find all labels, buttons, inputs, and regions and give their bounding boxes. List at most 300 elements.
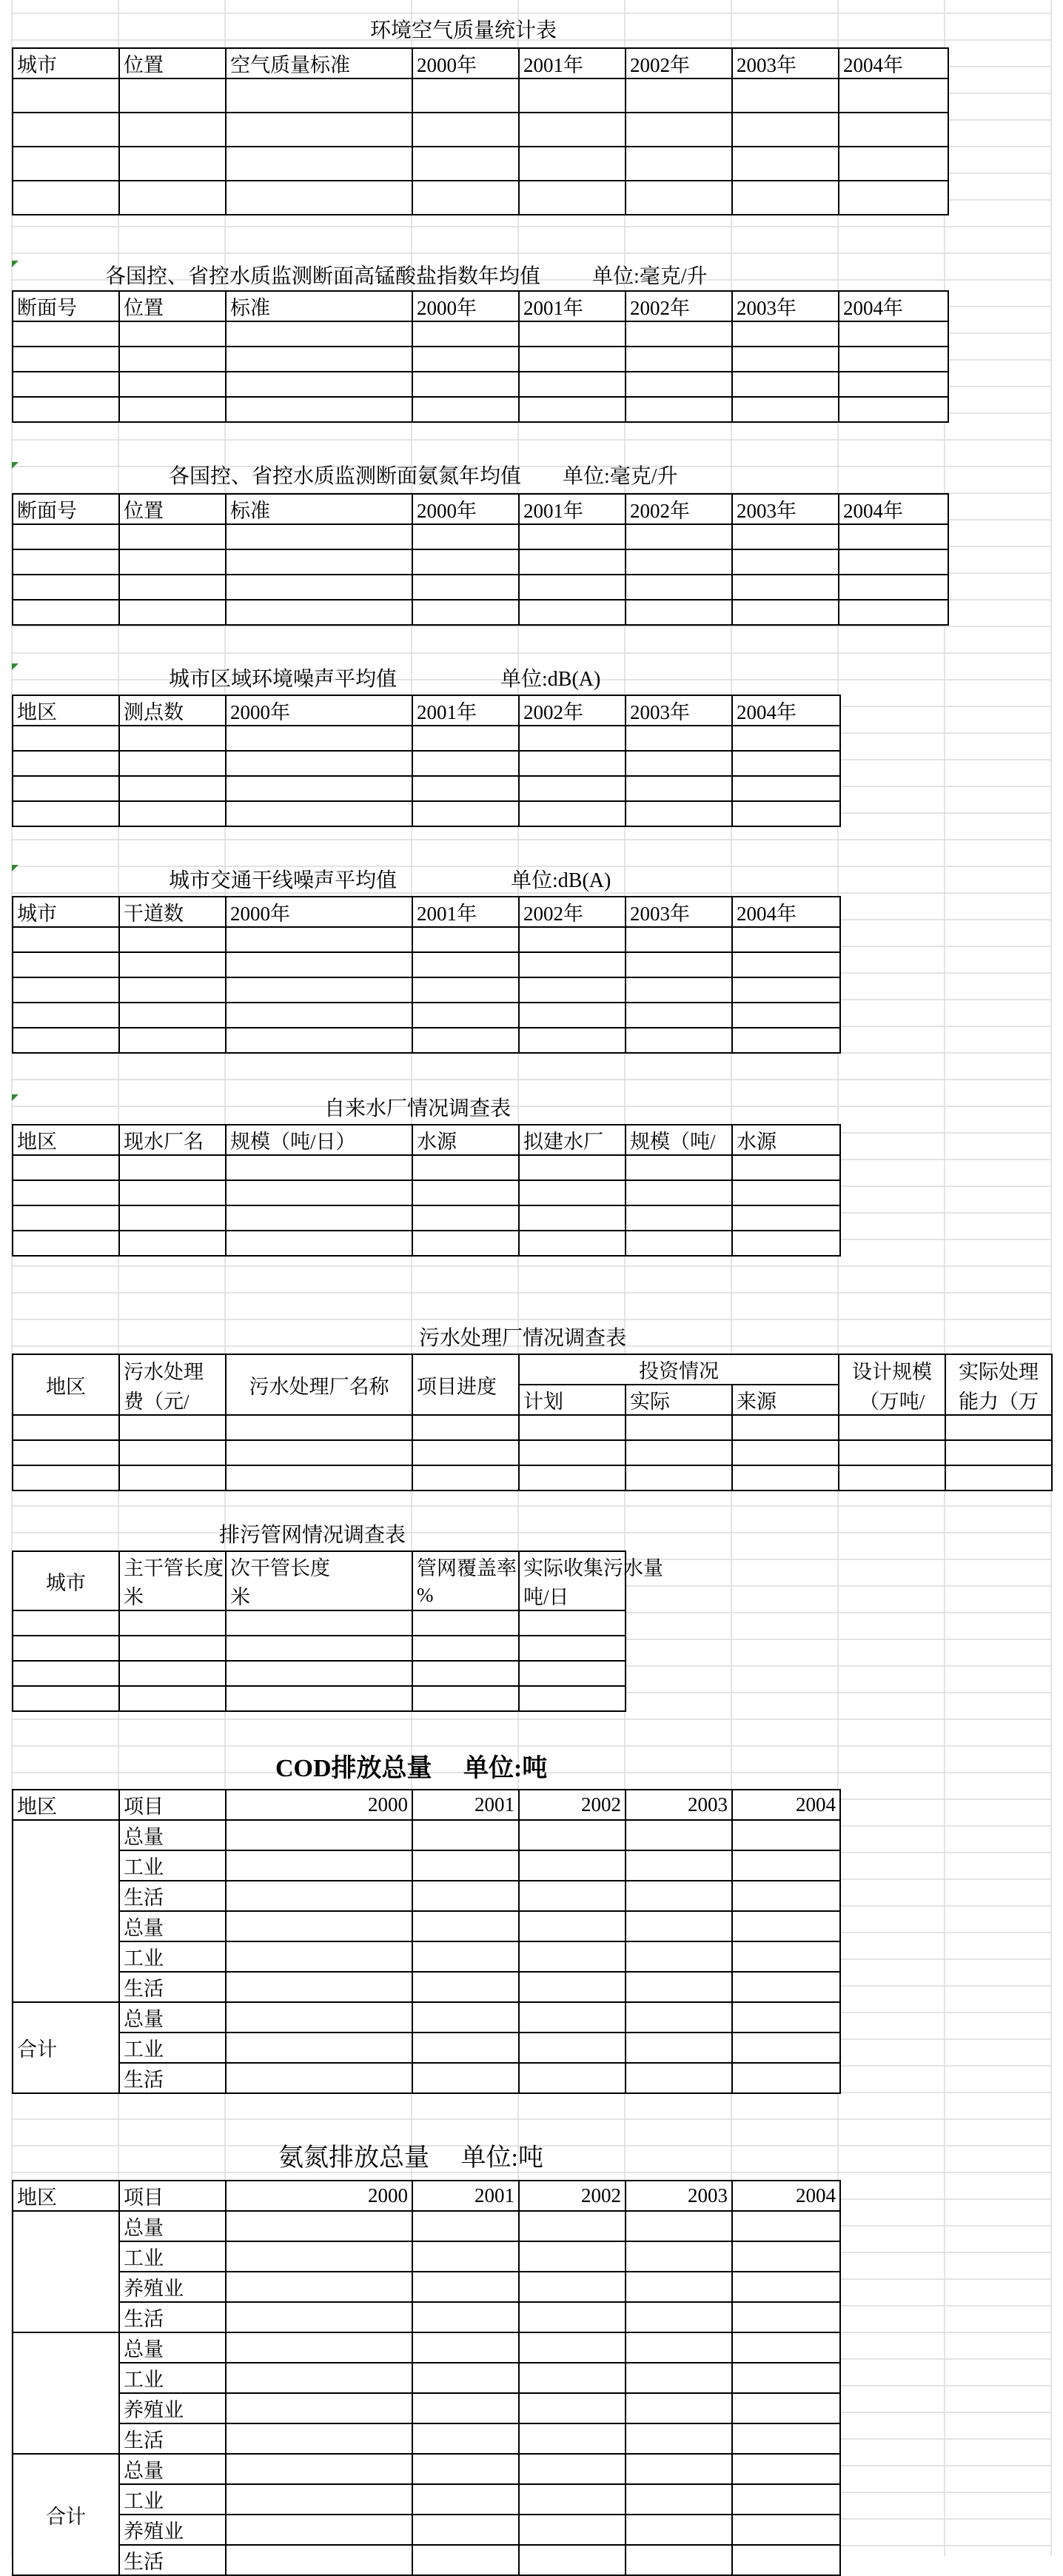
data-cell[interactable]	[226, 181, 412, 215]
data-cell[interactable]	[519, 181, 626, 215]
header-cell[interactable]: 2004年	[732, 695, 840, 726]
data-cell[interactable]	[119, 321, 226, 347]
data-cell[interactable]	[626, 1850, 732, 1881]
data-cell[interactable]	[626, 2033, 732, 2063]
data-cell[interactable]	[412, 801, 519, 826]
data-cell[interactable]	[13, 726, 119, 751]
data-cell[interactable]	[519, 2241, 626, 2272]
data-cell[interactable]	[13, 1440, 119, 1465]
data-cell[interactable]	[839, 78, 948, 113]
data-cell[interactable]	[839, 549, 948, 575]
data-cell[interactable]	[412, 2272, 519, 2302]
data-cell[interactable]	[626, 1205, 732, 1231]
data-cell[interactable]	[626, 2302, 732, 2332]
year-header-cell[interactable]: 2001	[412, 1790, 519, 1820]
data-cell[interactable]	[226, 1820, 412, 1850]
data-cell[interactable]	[839, 600, 948, 625]
data-cell[interactable]	[519, 776, 626, 801]
data-cell[interactable]	[839, 397, 948, 422]
year-header-cell[interactable]: 2001	[412, 2181, 519, 2211]
data-cell[interactable]	[732, 2211, 840, 2241]
data-cell[interactable]	[839, 1465, 945, 1491]
data-cell[interactable]	[519, 2063, 626, 2093]
item-cell[interactable]: 总量	[119, 1820, 226, 1850]
data-cell[interactable]	[412, 1941, 519, 1972]
total-area-cell[interactable]: 合计	[13, 2002, 119, 2093]
header-cell[interactable]: 空气质量标准	[226, 48, 412, 78]
item-cell[interactable]: 生活	[119, 1881, 226, 1911]
data-cell[interactable]	[226, 2454, 412, 2484]
data-cell[interactable]	[626, 2332, 732, 2363]
data-cell[interactable]	[412, 1636, 519, 1661]
data-cell[interactable]	[626, 2272, 732, 2302]
data-cell[interactable]	[732, 776, 840, 801]
data-cell[interactable]	[519, 1028, 626, 1053]
data-cell[interactable]	[626, 347, 732, 372]
data-cell[interactable]	[732, 347, 839, 372]
data-cell[interactable]	[226, 1028, 412, 1053]
header-cell[interactable]: 计划	[519, 1385, 626, 1415]
header-cell[interactable]: 城市	[13, 897, 119, 927]
data-cell[interactable]	[119, 1028, 226, 1053]
data-cell[interactable]	[412, 1661, 519, 1686]
data-cell[interactable]	[626, 2211, 732, 2241]
data-cell[interactable]	[732, 751, 840, 776]
data-cell[interactable]	[732, 2363, 840, 2393]
data-cell[interactable]	[732, 113, 839, 147]
item-cell[interactable]: 总量	[119, 2454, 226, 2484]
data-cell[interactable]	[412, 977, 519, 1003]
data-cell[interactable]	[119, 1180, 226, 1205]
data-cell[interactable]	[732, 2484, 840, 2515]
data-cell[interactable]	[839, 347, 948, 372]
data-cell[interactable]	[226, 2241, 412, 2272]
data-cell[interactable]	[732, 147, 839, 181]
data-cell[interactable]	[626, 1180, 732, 1205]
data-cell[interactable]	[13, 776, 119, 801]
data-cell[interactable]	[626, 2393, 732, 2423]
header-cell[interactable]: 污水处理	[119, 1354, 226, 1385]
data-cell[interactable]	[519, 1205, 626, 1231]
data-cell[interactable]	[119, 372, 226, 397]
data-cell[interactable]	[13, 1003, 119, 1028]
data-cell[interactable]	[732, 1028, 840, 1053]
data-cell[interactable]	[119, 1155, 226, 1180]
data-cell[interactable]	[839, 147, 948, 181]
header-cell[interactable]: 断面号	[13, 291, 119, 321]
data-cell[interactable]	[412, 2515, 519, 2545]
data-cell[interactable]	[732, 927, 840, 952]
data-cell[interactable]	[119, 751, 226, 776]
item-cell[interactable]: 生活	[119, 2063, 226, 2093]
header-cell[interactable]: 2000年	[412, 291, 519, 321]
data-cell[interactable]	[226, 2272, 412, 2302]
header-cell[interactable]: 2001年	[519, 291, 626, 321]
data-cell[interactable]	[519, 2393, 626, 2423]
data-cell[interactable]	[412, 2423, 519, 2454]
item-cell[interactable]: 工业	[119, 1941, 226, 1972]
area-cell[interactable]	[13, 2211, 119, 2332]
data-cell[interactable]	[626, 1028, 732, 1053]
data-cell[interactable]	[626, 1415, 732, 1440]
unit-cell[interactable]: %	[412, 1581, 519, 1610]
data-cell[interactable]	[13, 801, 119, 826]
data-cell[interactable]	[519, 1003, 626, 1028]
data-cell[interactable]	[412, 1155, 519, 1180]
data-cell[interactable]	[626, 1465, 732, 1491]
data-cell[interactable]	[119, 549, 226, 575]
data-cell[interactable]	[732, 952, 840, 977]
data-cell[interactable]	[119, 1636, 226, 1661]
header-cell[interactable]: 项目	[119, 2181, 226, 2211]
data-cell[interactable]	[626, 2423, 732, 2454]
data-cell[interactable]	[226, 952, 412, 977]
data-cell[interactable]	[226, 2211, 412, 2241]
data-cell[interactable]	[13, 1661, 119, 1686]
year-header-cell[interactable]: 2000	[226, 1790, 412, 1820]
header-cell[interactable]: 2001年	[412, 897, 519, 927]
data-cell[interactable]	[412, 1231, 519, 1256]
data-cell[interactable]	[226, 1881, 412, 1911]
header-cell[interactable]: 位置	[119, 48, 226, 78]
data-cell[interactable]	[519, 1231, 626, 1256]
data-cell[interactable]	[626, 1003, 732, 1028]
header-cell[interactable]: 2004年	[732, 897, 840, 927]
data-cell[interactable]	[412, 113, 519, 147]
header-cell[interactable]: 投资情况	[519, 1354, 839, 1385]
data-cell[interactable]	[519, 2423, 626, 2454]
unit-cell[interactable]: 吨/日	[519, 1581, 626, 1610]
data-cell[interactable]	[626, 1155, 732, 1180]
data-cell[interactable]	[119, 1231, 226, 1256]
data-cell[interactable]	[119, 1440, 226, 1465]
data-cell[interactable]	[13, 549, 119, 575]
data-cell[interactable]	[119, 347, 226, 372]
data-cell[interactable]	[626, 2241, 732, 2272]
data-cell[interactable]	[226, 726, 412, 751]
header-cell[interactable]: 2003年	[732, 291, 839, 321]
data-cell[interactable]	[412, 321, 519, 347]
data-cell[interactable]	[226, 1686, 412, 1711]
data-cell[interactable]	[226, 2002, 412, 2033]
data-cell[interactable]	[119, 1686, 226, 1711]
item-cell[interactable]: 工业	[119, 1850, 226, 1881]
data-cell[interactable]	[226, 2423, 412, 2454]
header-cell[interactable]: 地区	[13, 1125, 119, 1155]
data-cell[interactable]	[226, 1850, 412, 1881]
data-cell[interactable]	[519, 1661, 626, 1686]
area-cell[interactable]	[13, 2332, 119, 2454]
data-cell[interactable]	[119, 1415, 226, 1440]
data-cell[interactable]	[732, 2063, 840, 2093]
data-cell[interactable]	[412, 1465, 519, 1491]
item-cell[interactable]: 总量	[119, 1911, 226, 1941]
data-cell[interactable]	[519, 1440, 626, 1465]
data-cell[interactable]	[626, 600, 732, 625]
data-cell[interactable]	[839, 1440, 945, 1465]
data-cell[interactable]	[626, 801, 732, 826]
header-cell[interactable]: 2004年	[839, 48, 948, 78]
data-cell[interactable]	[626, 776, 732, 801]
year-header-cell[interactable]: 2004	[732, 1790, 840, 1820]
data-cell[interactable]	[226, 977, 412, 1003]
data-cell[interactable]	[626, 1911, 732, 1941]
data-cell[interactable]	[626, 524, 732, 549]
data-cell[interactable]	[119, 78, 226, 113]
header-cell[interactable]: 实际处理	[945, 1354, 1052, 1385]
item-cell[interactable]: 总量	[119, 2332, 226, 2363]
item-cell[interactable]: 生活	[119, 1972, 226, 2002]
data-cell[interactable]	[412, 2033, 519, 2063]
data-cell[interactable]	[626, 1881, 732, 1911]
data-cell[interactable]	[119, 977, 226, 1003]
data-cell[interactable]	[13, 113, 119, 147]
data-cell[interactable]	[519, 524, 626, 549]
data-cell[interactable]	[226, 1180, 412, 1205]
data-cell[interactable]	[732, 2454, 840, 2484]
data-cell[interactable]	[626, 726, 732, 751]
data-cell[interactable]	[226, 776, 412, 801]
data-cell[interactable]	[226, 1465, 412, 1491]
data-cell[interactable]	[626, 1440, 732, 1465]
data-cell[interactable]	[13, 1465, 119, 1491]
data-cell[interactable]	[519, 575, 626, 600]
header-cell[interactable]: 2002年	[626, 494, 732, 524]
data-cell[interactable]	[412, 1610, 519, 1636]
data-cell[interactable]	[412, 2454, 519, 2484]
data-cell[interactable]	[732, 575, 839, 600]
data-cell[interactable]	[13, 1686, 119, 1711]
data-cell[interactable]	[626, 113, 732, 147]
data-cell[interactable]	[412, 1911, 519, 1941]
header-cell[interactable]: 能力（万	[945, 1385, 1052, 1415]
data-cell[interactable]	[519, 1850, 626, 1881]
data-cell[interactable]	[412, 2241, 519, 2272]
data-cell[interactable]	[732, 397, 839, 422]
data-cell[interactable]	[412, 1850, 519, 1881]
data-cell[interactable]	[412, 2211, 519, 2241]
data-cell[interactable]	[626, 1820, 732, 1850]
data-cell[interactable]	[519, 78, 626, 113]
data-cell[interactable]	[412, 1205, 519, 1231]
data-cell[interactable]	[119, 524, 226, 549]
data-cell[interactable]	[412, 1028, 519, 1053]
data-cell[interactable]	[13, 78, 119, 113]
data-cell[interactable]	[119, 927, 226, 952]
data-cell[interactable]	[519, 801, 626, 826]
total-area-cell[interactable]: 合计	[13, 2454, 119, 2575]
data-cell[interactable]	[119, 776, 226, 801]
header-cell[interactable]: 管网覆盖率	[412, 1551, 519, 1581]
data-cell[interactable]	[519, 927, 626, 952]
data-cell[interactable]	[412, 726, 519, 751]
year-header-cell[interactable]: 2004	[732, 2181, 840, 2211]
data-cell[interactable]	[519, 2545, 626, 2575]
data-cell[interactable]	[119, 600, 226, 625]
data-cell[interactable]	[226, 1972, 412, 2002]
data-cell[interactable]	[226, 524, 412, 549]
item-cell[interactable]: 工业	[119, 2484, 226, 2515]
data-cell[interactable]	[13, 1415, 119, 1440]
data-cell[interactable]	[732, 1180, 840, 1205]
header-cell[interactable]: 位置	[119, 291, 226, 321]
data-cell[interactable]	[226, 549, 412, 575]
data-cell[interactable]	[626, 952, 732, 977]
data-cell[interactable]	[732, 1003, 840, 1028]
data-cell[interactable]	[412, 1415, 519, 1440]
data-cell[interactable]	[732, 372, 839, 397]
data-cell[interactable]	[13, 1155, 119, 1180]
header-cell[interactable]: 来源	[732, 1385, 839, 1415]
year-header-cell[interactable]: 2000	[226, 2181, 412, 2211]
header-cell[interactable]: 规模（吨/	[626, 1125, 732, 1155]
data-cell[interactable]	[13, 1610, 119, 1636]
data-cell[interactable]	[226, 801, 412, 826]
data-cell[interactable]	[626, 977, 732, 1003]
header-cell[interactable]: 费（元/	[119, 1385, 226, 1415]
data-cell[interactable]	[732, 1155, 840, 1180]
header-cell[interactable]: 项目进度	[412, 1354, 519, 1415]
data-cell[interactable]	[732, 2515, 840, 2545]
data-cell[interactable]	[13, 321, 119, 347]
header-cell[interactable]: 2000年	[226, 897, 412, 927]
data-cell[interactable]	[732, 1941, 840, 1972]
header-cell[interactable]: 标准	[226, 494, 412, 524]
data-cell[interactable]	[226, 2393, 412, 2423]
header-cell[interactable]: 位置	[119, 494, 226, 524]
data-cell[interactable]	[412, 347, 519, 372]
year-header-cell[interactable]: 2002	[519, 1790, 626, 1820]
data-cell[interactable]	[226, 1205, 412, 1231]
data-cell[interactable]	[412, 2302, 519, 2332]
data-cell[interactable]	[519, 372, 626, 397]
data-cell[interactable]	[519, 2211, 626, 2241]
header-cell[interactable]: 次干管长度	[226, 1551, 412, 1581]
data-cell[interactable]	[412, 1881, 519, 1911]
header-cell[interactable]: 2003年	[626, 897, 732, 927]
header-cell[interactable]: 2002年	[626, 291, 732, 321]
item-cell[interactable]: 生活	[119, 2423, 226, 2454]
data-cell[interactable]	[839, 1415, 945, 1440]
header-cell[interactable]: 拟建水厂	[519, 1125, 626, 1155]
year-header-cell[interactable]: 2002	[519, 2181, 626, 2211]
data-cell[interactable]	[732, 1231, 840, 1256]
data-cell[interactable]	[626, 78, 732, 113]
data-cell[interactable]	[226, 751, 412, 776]
data-cell[interactable]	[13, 575, 119, 600]
data-cell[interactable]	[732, 2272, 840, 2302]
data-cell[interactable]	[626, 751, 732, 776]
data-cell[interactable]	[226, 1003, 412, 1028]
data-cell[interactable]	[519, 1972, 626, 2002]
header-cell[interactable]: 规模（吨/日）	[226, 1125, 412, 1155]
item-cell[interactable]: 养殖业	[119, 2515, 226, 2545]
header-cell[interactable]: 主干管长度	[119, 1551, 226, 1581]
data-cell[interactable]	[13, 751, 119, 776]
data-cell[interactable]	[412, 2545, 519, 2575]
data-cell[interactable]	[732, 1465, 839, 1491]
data-cell[interactable]	[626, 2002, 732, 2033]
data-cell[interactable]	[226, 2484, 412, 2515]
data-cell[interactable]	[839, 524, 948, 549]
data-cell[interactable]	[732, 78, 839, 113]
data-cell[interactable]	[226, 147, 412, 181]
data-cell[interactable]	[732, 801, 840, 826]
data-cell[interactable]	[226, 1941, 412, 1972]
data-cell[interactable]	[626, 321, 732, 347]
data-cell[interactable]	[519, 397, 626, 422]
data-cell[interactable]	[732, 2423, 840, 2454]
data-cell[interactable]	[732, 549, 839, 575]
data-cell[interactable]	[226, 347, 412, 372]
data-cell[interactable]	[732, 726, 840, 751]
header-cell[interactable]: 2002年	[519, 897, 626, 927]
data-cell[interactable]	[226, 575, 412, 600]
year-header-cell[interactable]: 2003	[626, 1790, 732, 1820]
header-cell[interactable]: 2001年	[519, 48, 626, 78]
header-cell[interactable]: 地区	[13, 1354, 119, 1415]
header-cell[interactable]: 项目	[119, 1790, 226, 1820]
data-cell[interactable]	[519, 1911, 626, 1941]
header-cell[interactable]: 污水处理厂名称	[226, 1354, 412, 1415]
data-cell[interactable]	[519, 2002, 626, 2033]
data-cell[interactable]	[626, 927, 732, 952]
data-cell[interactable]	[732, 2033, 840, 2063]
header-cell[interactable]: 2002年	[519, 695, 626, 726]
data-cell[interactable]	[412, 1180, 519, 1205]
data-cell[interactable]	[412, 524, 519, 549]
data-cell[interactable]	[732, 321, 839, 347]
data-cell[interactable]	[626, 2515, 732, 2545]
data-cell[interactable]	[519, 1636, 626, 1661]
header-cell[interactable]: 城市	[13, 1551, 119, 1610]
data-cell[interactable]	[412, 575, 519, 600]
data-cell[interactable]	[13, 927, 119, 952]
header-cell[interactable]: 2004年	[839, 291, 948, 321]
item-cell[interactable]: 生活	[119, 2545, 226, 2575]
data-cell[interactable]	[626, 1941, 732, 1972]
data-cell[interactable]	[519, 1415, 626, 1440]
data-cell[interactable]	[412, 1972, 519, 2002]
data-cell[interactable]	[519, 113, 626, 147]
data-cell[interactable]	[519, 1180, 626, 1205]
data-cell[interactable]	[13, 181, 119, 215]
data-cell[interactable]	[839, 113, 948, 147]
header-cell[interactable]: 实际	[626, 1385, 732, 1415]
data-cell[interactable]	[226, 2515, 412, 2545]
data-cell[interactable]	[119, 1003, 226, 1028]
header-cell[interactable]: 2003年	[732, 48, 839, 78]
data-cell[interactable]	[519, 977, 626, 1003]
data-cell[interactable]	[732, 2302, 840, 2332]
data-cell[interactable]	[13, 1180, 119, 1205]
header-cell[interactable]: 2000年	[412, 48, 519, 78]
data-cell[interactable]	[626, 397, 732, 422]
data-cell[interactable]	[412, 1820, 519, 1850]
header-cell[interactable]: 地区	[13, 2181, 119, 2211]
data-cell[interactable]	[226, 321, 412, 347]
data-cell[interactable]	[732, 2545, 840, 2575]
data-cell[interactable]	[732, 977, 840, 1003]
header-cell[interactable]: 断面号	[13, 494, 119, 524]
data-cell[interactable]	[412, 2363, 519, 2393]
data-cell[interactable]	[519, 726, 626, 751]
header-cell[interactable]: 测点数	[119, 695, 226, 726]
data-cell[interactable]	[119, 1205, 226, 1231]
data-cell[interactable]	[119, 1465, 226, 1491]
data-cell[interactable]	[519, 1820, 626, 1850]
data-cell[interactable]	[519, 2363, 626, 2393]
